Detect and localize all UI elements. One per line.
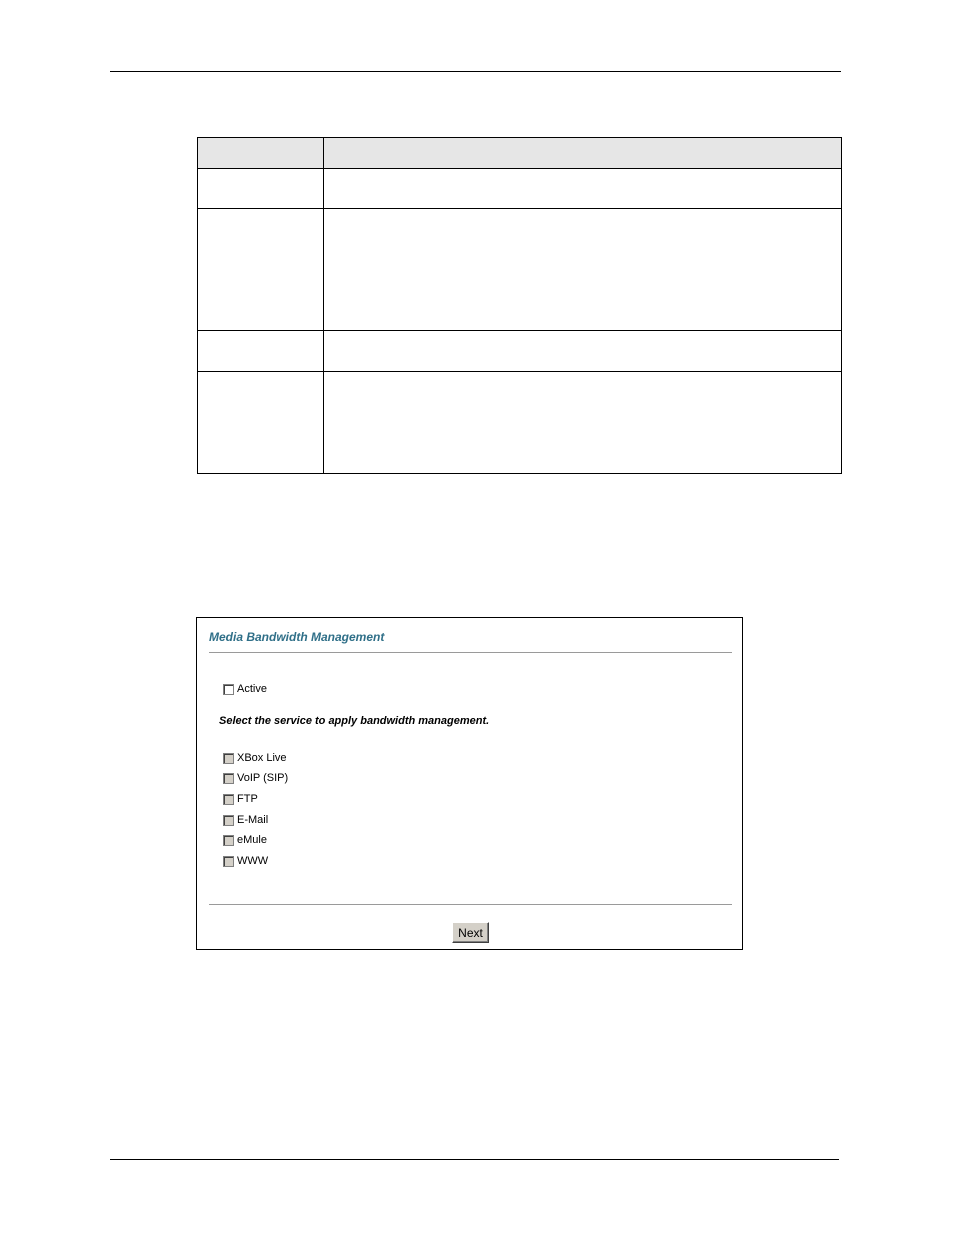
table-row	[198, 331, 842, 372]
ftp-checkbox[interactable]	[223, 794, 234, 805]
table-header-cell	[198, 138, 324, 169]
email-checkbox[interactable]	[223, 815, 234, 826]
service-label: E-Mail	[237, 814, 269, 826]
emule-checkbox[interactable]	[223, 835, 234, 846]
active-checkbox-row[interactable]	[223, 682, 267, 696]
table-cell	[198, 209, 324, 331]
media-bandwidth-panel	[196, 617, 743, 950]
service-voip-sip[interactable]	[223, 771, 288, 785]
service-ftp[interactable]	[223, 792, 258, 806]
service-label: FTP	[237, 793, 258, 805]
next-button[interactable]: Next	[452, 922, 489, 943]
service-www[interactable]	[223, 854, 268, 868]
table-row	[198, 209, 842, 331]
table-header-cell	[324, 138, 842, 169]
service-label: eMule	[237, 834, 267, 846]
footer-rule	[110, 1159, 839, 1160]
table-cell	[198, 331, 324, 372]
table-header-row	[198, 138, 842, 169]
table-cell	[324, 209, 842, 331]
table-row	[198, 372, 842, 474]
table-cell	[324, 331, 842, 372]
table-row	[198, 169, 842, 209]
www-checkbox[interactable]	[223, 856, 234, 867]
description-table	[197, 137, 842, 474]
footer-divider	[209, 904, 732, 905]
service-label: WWW	[237, 855, 269, 867]
xbox-live-checkbox[interactable]	[223, 753, 234, 764]
panel-title: Media Bandwidth Management	[209, 630, 385, 644]
active-checkbox[interactable]	[223, 684, 234, 695]
active-label: Active	[237, 683, 267, 695]
service-email[interactable]	[223, 813, 268, 827]
table-cell	[324, 169, 842, 209]
service-emule[interactable]	[223, 833, 267, 847]
service-xbox-live[interactable]	[223, 751, 287, 765]
voip-sip-checkbox[interactable]	[223, 773, 234, 784]
instruction-text: Select the service to apply bandwidth management.	[219, 715, 490, 727]
table-cell	[324, 372, 842, 474]
service-label: VoIP (SIP)	[237, 772, 289, 784]
table-cell	[198, 169, 324, 209]
service-label: XBox Live	[237, 752, 287, 764]
header-rule	[110, 71, 841, 72]
table-cell	[198, 372, 324, 474]
title-divider	[209, 652, 732, 653]
